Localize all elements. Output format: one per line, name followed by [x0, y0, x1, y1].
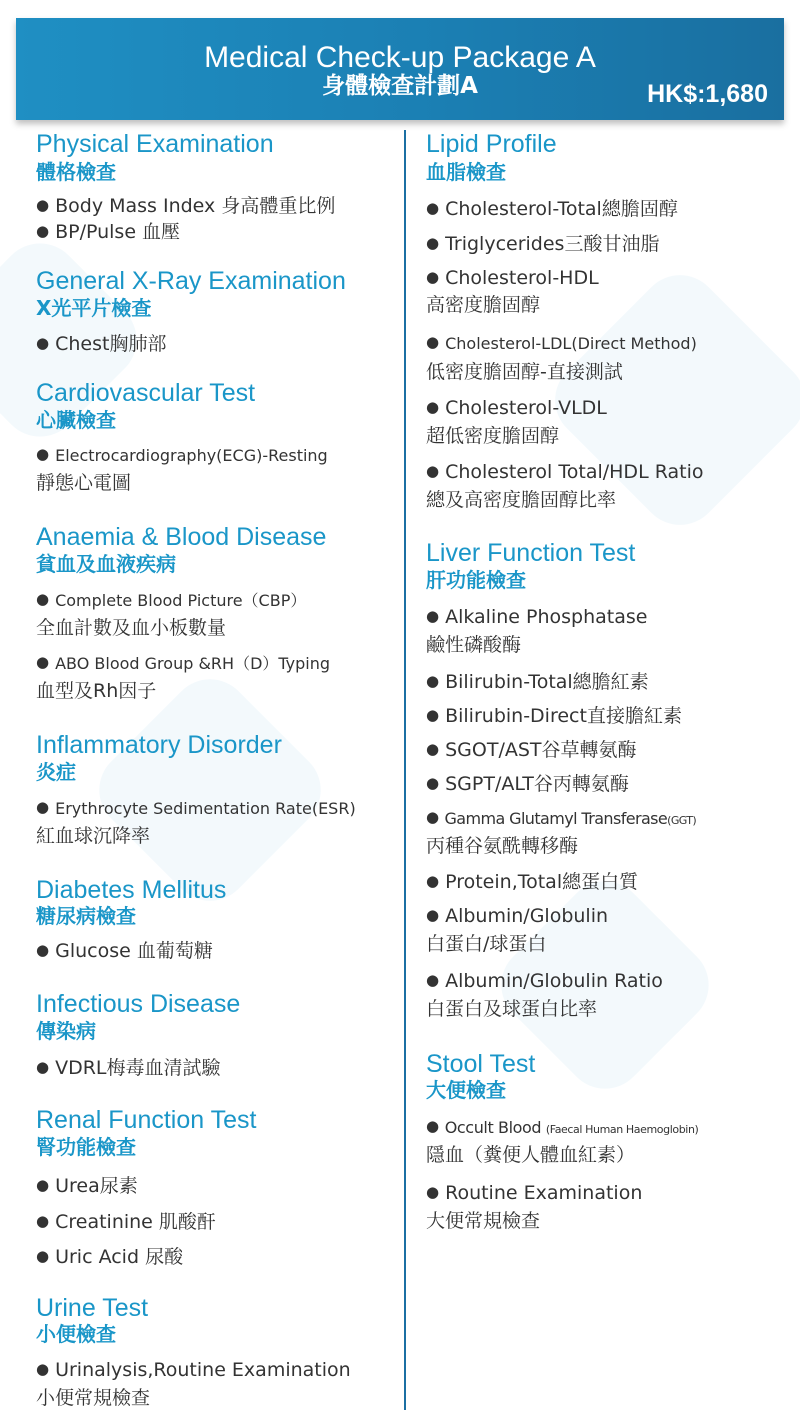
- page-title: Medical Check-up Package A: [204, 41, 596, 74]
- list-item: ● Cholesterol-Total總膽固醇: [426, 198, 678, 220]
- list-item: ● Albumin/Globulin Ratio: [426, 970, 663, 992]
- list-item: ● Creatinine 肌酸酐: [36, 1211, 216, 1233]
- price: HK$:1,680: [647, 80, 768, 108]
- list-item: ● Bilirubin-Direct直接膽紅素: [426, 705, 682, 727]
- section-title-zh: 肝功能檢查: [426, 568, 526, 592]
- list-item-zh: 大便常規檢查: [426, 1210, 541, 1232]
- list-item: ● Complete Blood Picture（CBP）: [36, 590, 307, 610]
- list-item: ● Cholesterol-LDL(Direct Method): [426, 333, 697, 353]
- section-title: Liver Function Test: [426, 539, 636, 567]
- list-item: ● Routine Examination: [426, 1182, 643, 1204]
- list-item: ● Cholesterol Total/HDL Ratio: [426, 461, 704, 483]
- list-item-zh: 丙種谷氨酰轉移酶: [426, 835, 579, 857]
- section-title-zh: X光平片檢查: [36, 296, 152, 320]
- list-item: ● Alkaline Phosphatase: [426, 606, 648, 628]
- list-item-zh: 小便常規檢查: [36, 1387, 151, 1409]
- section-title: Stool Test: [426, 1050, 536, 1078]
- list-item-zh: 白蛋白/球蛋白: [426, 933, 547, 955]
- list-item-zh: 血型及Rh因子: [36, 680, 157, 702]
- list-item: ● Cholesterol-VLDL: [426, 397, 607, 419]
- page-title-zh: 身體檢查計劃A: [322, 73, 478, 99]
- section-title-zh: 大便檢查: [426, 1078, 506, 1102]
- column-divider: [404, 130, 406, 1410]
- section-title-zh: 血脂檢查: [426, 160, 506, 184]
- section-title-zh: 心臟檢查: [36, 408, 116, 432]
- section-title: Anaemia & Blood Disease: [36, 523, 327, 551]
- list-item-zh: 超低密度膽固醇: [426, 425, 560, 447]
- list-item: ● Triglycerides三酸甘油脂: [426, 233, 660, 255]
- list-item: ● SGPT/ALT谷丙轉氨酶: [426, 773, 629, 795]
- section-title: Inflammatory Disorder: [36, 731, 282, 759]
- section-title: Urine Test: [36, 1294, 149, 1322]
- list-item: ● Urea尿素: [36, 1175, 138, 1197]
- list-item: ● SGOT/AST谷草轉氨酶: [426, 739, 637, 761]
- list-item: ● Chest胸肺部: [36, 333, 167, 355]
- list-item-zh: 紅血球沉降率: [36, 825, 151, 847]
- list-item: ● Cholesterol-HDL: [426, 267, 599, 289]
- section-title-zh: 炎症: [36, 760, 76, 784]
- list-item: ● ABO Blood Group &RH（D）Typing: [36, 653, 331, 673]
- list-item: ● BP/Pulse 血壓: [36, 221, 181, 243]
- section-title-zh: 傳染病: [36, 1019, 96, 1043]
- list-item: ● Erythrocyte Sedimentation Rate(ESR): [36, 798, 356, 818]
- list-item: ● Protein,Total總蛋白質: [426, 871, 639, 893]
- section-title: Renal Function Test: [36, 1106, 257, 1134]
- list-item: ● Gamma Glutamyl Transferase(GGT): [426, 808, 697, 828]
- list-item: ● Urinalysis,Routine Examination: [36, 1359, 351, 1381]
- section-title: Lipid Profile: [426, 130, 557, 158]
- list-item: ● Uric Acid 尿酸: [36, 1246, 184, 1268]
- section-title: Infectious Disease: [36, 990, 241, 1018]
- list-item-zh: 鹼性磷酸酶: [426, 634, 522, 656]
- list-item-zh: 白蛋白及球蛋白比率: [426, 998, 598, 1020]
- list-item-zh: 低密度膽固醇-直接測試: [426, 361, 623, 383]
- list-item: ● Occult Blood (Faecal Human Haemoglobin): [426, 1117, 699, 1137]
- section-title-zh: 體格檢查: [36, 160, 116, 184]
- section-title: Diabetes Mellitus: [36, 876, 227, 904]
- list-item-zh: 全血計數及血小板數量: [36, 617, 227, 639]
- section-title: Cardiovascular Test: [36, 379, 256, 407]
- section-title: Physical Examination: [36, 130, 274, 158]
- list-item-zh: 總及高密度膽固醇比率: [426, 489, 617, 511]
- list-item: ● Electrocardiography(ECG)-Resting: [36, 445, 328, 465]
- list-item: ● Bilirubin-Total總膽紅素: [426, 671, 649, 693]
- list-item: ● Glucose 血葡萄糖: [36, 940, 213, 962]
- list-item-zh: 靜態心電圖: [36, 472, 132, 494]
- section-title-zh: 腎功能檢查: [36, 1135, 136, 1159]
- list-item-zh: 高密度膽固醇: [426, 294, 541, 316]
- section-title-zh: 糖尿病檢查: [36, 904, 136, 928]
- list-item: ● VDRL梅毒血清試驗: [36, 1057, 221, 1079]
- section-title-zh: 貧血及血液疾病: [36, 552, 176, 576]
- list-item: ● Albumin/Globulin: [426, 905, 609, 927]
- list-item-zh: 隱血（糞便人體血紅素）: [426, 1144, 636, 1166]
- section-title-zh: 小便檢查: [36, 1322, 116, 1346]
- section-title: General X-Ray Examination: [36, 267, 346, 295]
- list-item: ● Body Mass Index 身高體重比例: [36, 195, 336, 217]
